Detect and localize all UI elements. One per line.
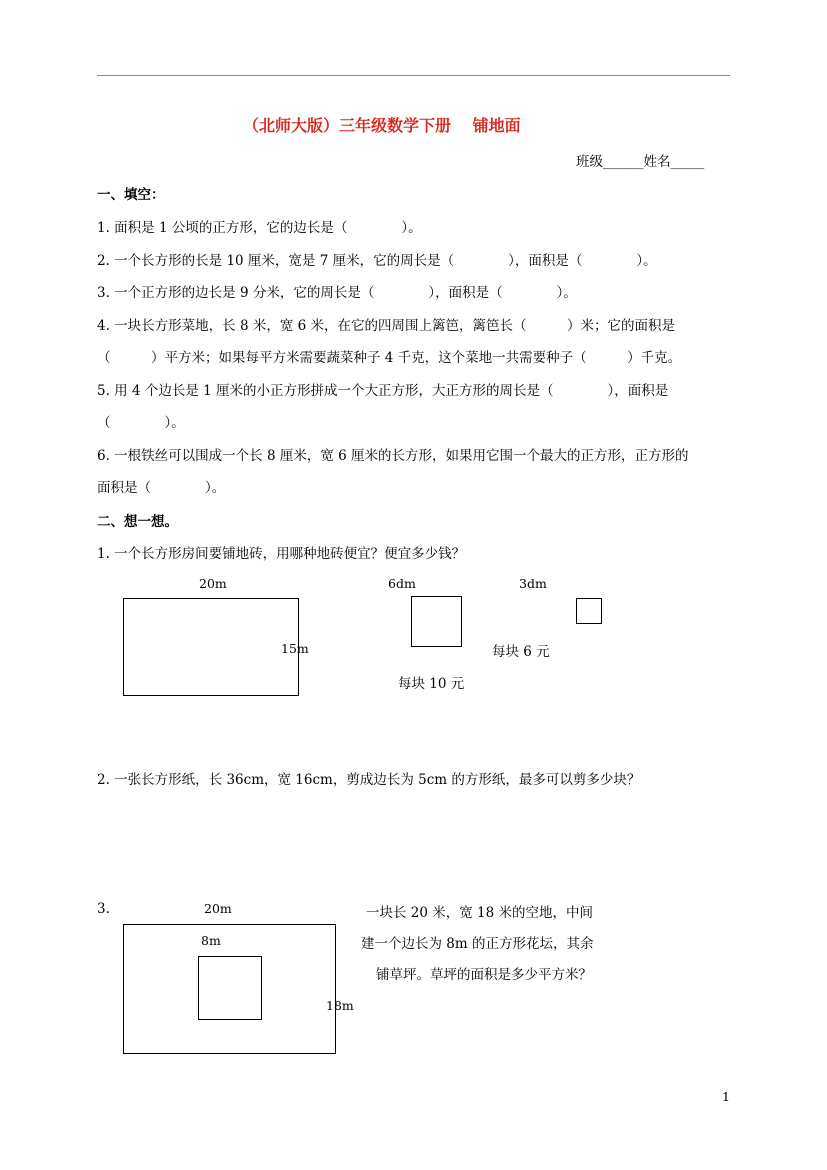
question-3: 3. 一个正方形的边长是 9 分米，它的周长是（ ），面积是（ ）。 [97,285,577,301]
question-2: 2. 一个长方形的长是 10 厘米，宽是 7 厘米，它的周长是（ ），面积是（ ）。 [97,253,657,269]
question-6-line1: 6. 一根铁丝可以围成一个长 8 厘米，宽 6 厘米的长方形，如果用它围一个最大的正方形，正方形的 [97,448,689,464]
lot-height-label: 18m [326,998,354,1013]
section2-heading: 二、想一想。 [97,514,178,530]
section1-heading: 一、填空： [97,187,165,203]
question-4-line2: （ ）平方米；如果每平方米需要蔬菜种子 4 千克，这个菜地一共需要种子（ ）千克。 [97,350,682,366]
small-tile-price: 每块 6 元 [492,644,550,660]
question-6-line2: 面积是（ ）。 [97,480,226,496]
room-width-label: 20m [199,576,227,591]
problem-3-text-line3: 铺草坪。草坪的面积是多少平方米？ [376,967,592,983]
small-tile-square [576,598,602,624]
page-title: （北师大版）三年级数学下册 铺地面 [243,116,521,135]
large-tile-square [411,596,462,647]
question-4-line1: 4. 一块长方形菜地，长 8 米，宽 6 米，在它的四周围上篱笆，篱笆长（ ）米；它的面积是 [97,318,676,334]
question-5-line1: 5. 用 4 个边长是 1 厘米的小正方形拼成一个大正方形，大正方形的周长是（ ），面积是 [97,383,669,399]
problem-3-text-line2: 建一个边长为 8m 的正方形花坛，其余 [361,936,594,952]
room-rectangle [123,598,299,696]
flower-bed-square [198,956,262,1020]
problem-3-number: 3. [97,901,110,917]
problem-3-text-line1: 一块长 20 米，宽 18 米的空地，中间 [366,905,594,921]
problem-1-text: 1. 一个长方形房间要铺地砖，用哪种地砖便宜？便宜多少钱？ [97,546,466,562]
lot-width-label: 20m [204,901,232,916]
question-1: 1. 面积是 1 公顷的正方形，它的边长是（ ）。 [97,220,422,236]
header-rule [97,75,730,76]
room-height-label: 15m [281,641,309,656]
problem-2-text: 2. 一张长方形纸，长 36cm，宽 16cm，剪成边长为 5cm 的方形纸，最多可以剪多少块？ [97,772,641,788]
question-5-line2: （ ）。 [97,415,185,431]
page-number: 1 [722,1089,730,1104]
large-tile-price: 每块 10 元 [398,676,465,692]
large-tile-label: 6dm [388,576,416,591]
class-name-line: 班级______姓名_____ [576,154,705,170]
small-tile-label: 3dm [519,576,547,591]
bed-label: 8m [201,933,221,948]
